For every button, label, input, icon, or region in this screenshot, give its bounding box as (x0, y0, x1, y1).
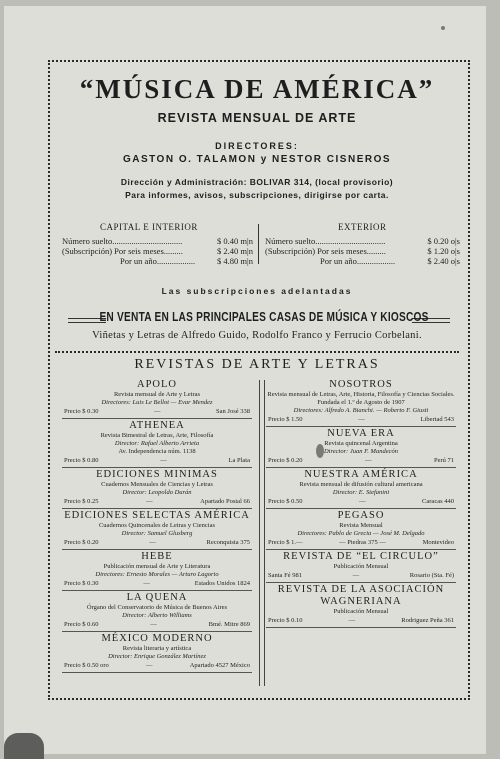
magazine-footer (266, 456, 456, 465)
footer-dash: — (149, 539, 156, 546)
magazine-directors: Directores: Luis Le Bellot — Evar Mendez (101, 399, 213, 406)
magazine-price: Precio $ 0.50 oro (64, 662, 109, 669)
magazine-name: EDICIONES SELECTAS AMÉRICA (64, 510, 250, 521)
magazine-footer (266, 497, 456, 506)
exterior-row-value: $ 2.40 o|s (427, 256, 460, 266)
magazine-price: Precio $ 1.— (268, 539, 303, 546)
magazine-directors: Directores: Ernesto Morales — Arturo Lagorio (95, 571, 219, 578)
magazine-price: Precio $ 0.80 (64, 457, 99, 464)
magazine-address: Apartado 4527 México (189, 662, 250, 669)
magazine-name: HEBE (141, 551, 173, 562)
magazine-footer (62, 620, 252, 629)
magazine-footer (62, 407, 252, 416)
footer-dash: — (150, 621, 157, 628)
magazine-footer (62, 497, 252, 506)
magazine-description: Revista mensual de Letras, Arte, Historia, Filosofía y Ciencias Sociales. (267, 391, 455, 398)
exterior-row-label: (Subscripción) Por seis meses......... (265, 246, 386, 256)
footer-dash: — (358, 416, 365, 423)
magazine-entry (62, 419, 252, 468)
magazine-directors: Directores: Pablo de Grecia — José M. Delgado (297, 530, 425, 537)
interior-row-value: $ 4.80 m|n (217, 256, 253, 266)
magazine-address: Estados Unidos 1824 (194, 580, 250, 587)
magazine-price: Precio $ 0.10 (268, 617, 303, 624)
magazine-name: REVISTA DE “EL CIRCULO” (283, 551, 439, 562)
right-magazine-column (266, 378, 456, 628)
magazine-entry (266, 378, 456, 427)
magazine-footer (62, 538, 252, 547)
column-separator (259, 380, 265, 686)
magazine-name: PEGASO (337, 510, 385, 521)
footer-dash: — (359, 498, 366, 505)
exterior-row-label: Número suelto................................. (265, 236, 386, 246)
footer-dash: — (160, 457, 167, 464)
interior-row-label: Número suelto................................. (62, 236, 183, 246)
administration-address: Dirección y Administración: BOLIVAR 314, (local provisorio) (120, 177, 394, 187)
magazine-price: Precio $ 0.30 (64, 580, 99, 587)
price-divider (258, 224, 259, 264)
magazine-name: NUEVA ERA (327, 428, 395, 439)
magazine-price: Precio $ 0.25 (64, 498, 99, 505)
interior-row-label: Por un año.................. (120, 256, 196, 266)
magazine-address: Montevideo (422, 539, 454, 546)
magazine-footer (62, 456, 252, 465)
magazine-address: Bmé. Mitre 869 (208, 621, 250, 628)
magazine-name: ATHENEA (129, 420, 185, 431)
magazine-description: Revista mensual de difusión cultural americana (299, 481, 423, 488)
magazine-description: Revista Mensual (339, 522, 383, 529)
footer-dash: — (364, 457, 372, 464)
magazine-price: Santa Fé 981 (268, 572, 302, 579)
contact-instructions: Para informes, avisos, subscripciones, dirigirse por carta. (125, 190, 389, 200)
magazine-description: Publicación mensual de Arte y Literatura (103, 563, 211, 570)
magazine-directors: Director: E. Stefanini (332, 489, 390, 496)
magazine-description: Órgano del Conservatorio de Música de Buenos Aires (86, 604, 228, 611)
footer-dash: — (143, 580, 150, 587)
magazine-footer (62, 579, 252, 588)
magazine-name: MÉXICO MODERNO (101, 633, 213, 644)
magazine-price: Precio $ 1.50 (268, 416, 303, 423)
magazine-address: Apartado Postal 66 (200, 498, 250, 505)
magazine-price: Precio $ 0.60 (64, 621, 99, 628)
magazine-entry (62, 509, 252, 550)
magazine-footer (266, 415, 456, 424)
magazine-description: Fundada el 1.º de Agosto de 1907 (317, 399, 405, 406)
magazine-footer (266, 538, 456, 547)
magazine-address: La Plata (228, 457, 250, 464)
magazine-description: Revista quincenal Argentina (324, 440, 398, 447)
magazine-description: Revista Bimestral de Letras, Arte, Filosofía (100, 432, 214, 439)
magazine-name: APOLO (136, 379, 177, 390)
interior-row-value: $ 2.40 m|n (217, 246, 253, 256)
magazine-name: REVISTA DE LA ASOCIACIÓN WAGNERIANA (277, 584, 445, 607)
footer-dash: — (348, 617, 356, 624)
magazine-footer (266, 616, 456, 625)
magazine-entry (62, 468, 252, 509)
magazine-description: Publicación Mensual (333, 608, 389, 615)
exterior-row-value: $ 1.20 o|s (427, 246, 460, 256)
magazine-directors: Director: Rafael Alberto Arrieta (114, 440, 200, 447)
interior-row-value: $ 0.40 m|n (217, 236, 253, 246)
magazine-description: Publicación Mensual (333, 563, 389, 570)
paper-speck (441, 26, 445, 30)
magazine-address: Libertad 543 (420, 416, 454, 423)
magazine-price: Precio $ 0.20 (268, 457, 303, 464)
magazine-description: Cuadernos Mensuales de Ciencias y Letras (101, 481, 213, 488)
magazine-extra: Av. Independencia núm. 1138 (118, 448, 196, 455)
illustration-credits: Viñetas y Letras de Alfredo Guido, Rodolfo Franco y Ferrucio Corbelani. (92, 330, 422, 341)
magazine-address: San José 338 (216, 408, 250, 415)
magazine-address: Rodriguez Peña 361 (401, 617, 454, 624)
sale-notice: EN VENTA EN LAS PRINCIPALES CASAS DE MÚSICA Y KIOSCOS (99, 309, 429, 324)
magazine-price: Precio $ 0.50 (268, 498, 303, 505)
magazine-entry (62, 591, 252, 632)
magazine-entry (266, 509, 456, 550)
magazine-entry (266, 550, 456, 583)
magazine-description: Cuadernos Quincenales de Letras y Ciencias (98, 522, 216, 529)
footer-dash: — (145, 662, 153, 669)
magazine-address: Perú 71 (433, 457, 454, 464)
magazine-directors: Director: Leopoldo Durán (122, 489, 192, 496)
magazine-address: Rosario (Sta. Fé) (409, 572, 454, 579)
interior-price-heading: CAPITAL E INTERIOR (100, 222, 198, 232)
footer-dash: — Piedras 375 — (339, 539, 386, 546)
magazine-name: NUESTRA AMÉRICA (304, 469, 418, 480)
left-magazine-column (62, 378, 252, 673)
magazine-directors: Director: Enrique González Martínez (108, 653, 206, 660)
magazine-entry (62, 632, 252, 673)
magazine-directors: Director: Alberto Williams (122, 612, 192, 619)
exterior-price-heading: EXTERIOR (338, 222, 387, 232)
magazine-name: NOSOTROS (329, 379, 393, 390)
magazine-footer (266, 571, 456, 580)
exterior-row-label: Por un año.................. (320, 256, 396, 266)
exterior-row-value: $ 0.20 o|s (427, 236, 460, 246)
magazine-entry (266, 583, 456, 628)
magazine-entry (62, 378, 252, 419)
magazine-price: Precio $ 0.30 (64, 408, 99, 415)
magazine-description: Revista literaria y artística (122, 645, 192, 652)
directors-label: DIRECTORES: (215, 141, 299, 151)
magazine-description: Revista mensual de Arte y Letras (113, 391, 201, 398)
magazine-subtitle: REVISTA MENSUAL DE ARTE (157, 111, 357, 125)
scanner-thumb (4, 733, 44, 759)
magazine-directors: Director: Juan F. Mandecón (323, 448, 398, 455)
magazine-address: Caracas 440 (422, 498, 454, 505)
magazine-entry (62, 550, 252, 591)
directors-names: GASTON O. TALAMON y NESTOR CISNEROS (122, 154, 392, 165)
footer-dash: — (146, 498, 153, 505)
magazine-name: LA QUENA (126, 592, 188, 603)
interior-row-label: (Subscripción) Por seis meses......... (62, 246, 183, 256)
revistas-heading: REVISTAS DE ARTE Y LETRAS (134, 357, 380, 372)
magazine-name: EDICIONES MINIMAS (96, 469, 218, 480)
magazine-title: “MÚSICA DE AMÉRICA” (79, 74, 435, 104)
magazine-directors: Director: Samuel Glusberg (121, 530, 193, 537)
magazine-address: Reconquista 375 (206, 539, 250, 546)
footer-dash: — (154, 408, 161, 415)
magazine-entry (266, 427, 456, 468)
magazine-price: Precio $ 0.20 (64, 539, 99, 546)
footer-dash: — (352, 572, 360, 579)
magazine-entry (266, 468, 456, 509)
subscriptions-note: Las subscripciones adelantadas (161, 286, 353, 296)
magazine-directors: Directores: Alfredo A. Bianchi. — Roberto F. Giusti (293, 407, 429, 414)
magazine-footer (62, 661, 252, 670)
